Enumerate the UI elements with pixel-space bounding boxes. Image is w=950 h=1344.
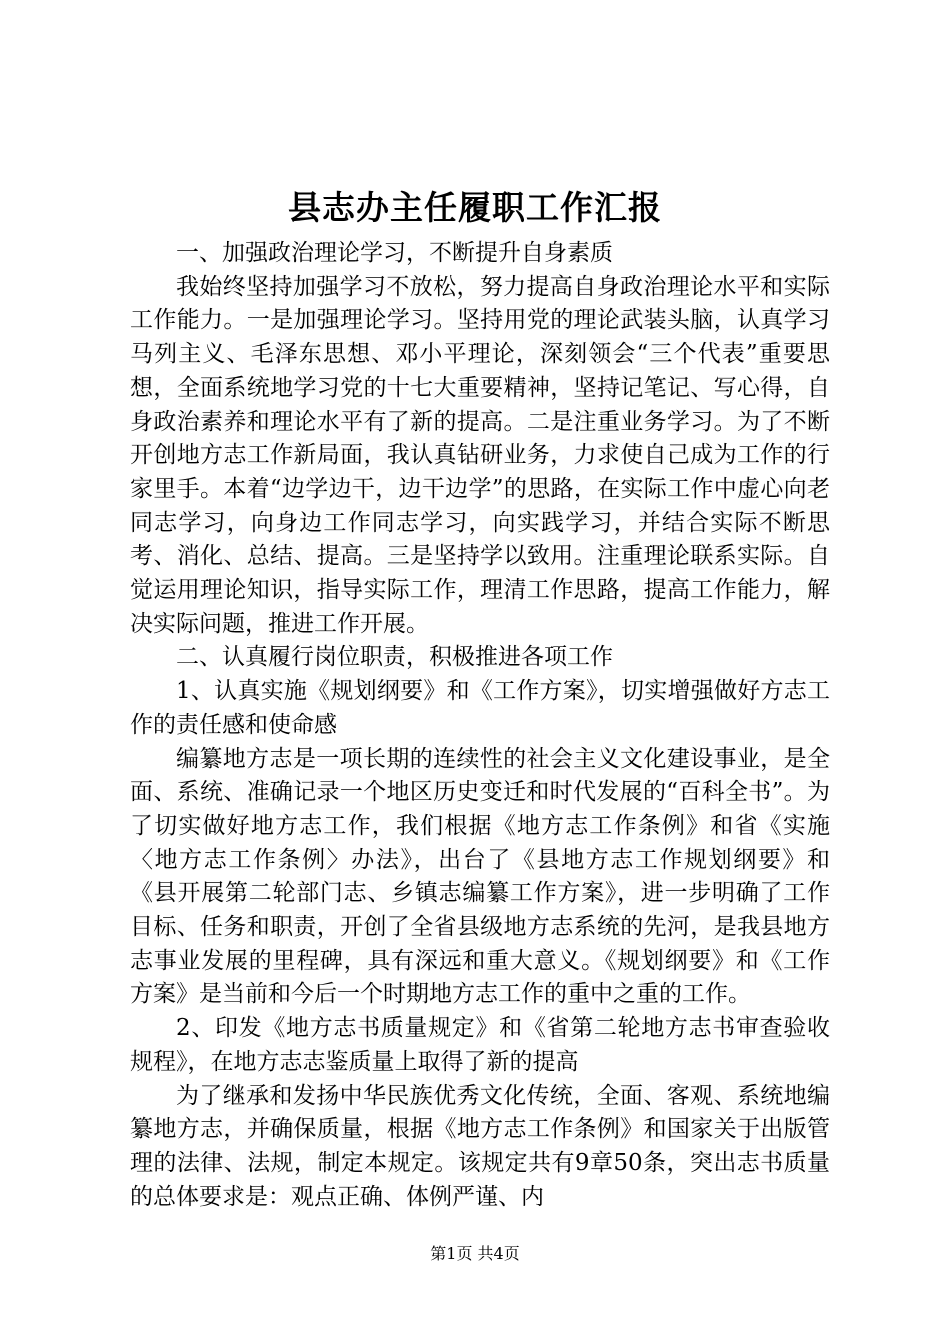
paragraph: 编纂地方志是一项长期的连续性的社会主义文化建设事业，是全面、系统、准确记录一个地区历史变迁和时代发展的“百科全书”。为了切实做好地方志工作，我们根据《地方志工作条例》和省《实施〈地方志工作条例〉办法》，出台了《县地方志工作规划纲要》和《县开展第二轮部门志、乡镇志编纂工作方案》，进一步明确了工作目标、任务和职责，开创了全省县级地方志系统的先河，是我县地方志事业发展的里程碑，具有深远和重大意义。《规划纲要》和《工作方案》是当前和今后一个时期地方志工作的重中之重的工作。 [130, 745, 830, 1008]
section-heading-2: 二、认真履行岗位职责，积极推进各项工作 [176, 644, 613, 671]
document-title: 县志办主任履职工作汇报 [288, 188, 662, 227]
paragraph: 为了继承和发扬中华民族优秀文化传统，全面、客观、系统地编纂地方志，并确保质量，根据《地方志工作条例》和国家关于出版管理的法律、法规，制定本规定。该规定共有9章50条，突出志书质量的总体要求是：观点正确、体例严谨、内 [130, 1082, 830, 1210]
section-heading-1: 一、加强政治理论学习，不断提升自身素质 [176, 240, 613, 266]
subsection-heading-1: 1、认真实施《规划纲要》和《工作方案》，切实增强做好方志工作的责任感和使命感 [130, 678, 830, 738]
document-body [130, 237, 830, 1214]
paragraph: 我始终坚持加强学习不放松，努力提高自身政治理论水平和实际工作能力。一是加强理论学习。坚持用党的理论武装头脑，认真学习马列主义、毛泽东思想、邓小平理论，深刻领会“三个代表”重要思想，全面系统地学习党的十七大重要精神，坚持记笔记、写心得，自身政治素养和理论水平有了新的提高。二是注重业务学习。为了不断开创地方志工作新局面，我认真钻研业务，力求使自己成为工作的行家里手。本着“边学边干，边干边学”的思路，在实际工作中虚心向老同志学习，向身边工作同志学习，向实践学习，并结合实际不断思考、消化、总结、提高。三是坚持学以致用。注重理论联系实际。自觉运用理论知识，指导实际工作，理清工作思路，提高工作能力，解决实际问题，推进工作开展。 [130, 273, 830, 637]
subsection-heading-2: 2、印发《地方志书质量规定》和《省第二轮地方志书审查验收规程》，在地方志志鉴质量上取得了新的提高 [130, 1015, 830, 1075]
page-number-footer: 第1页 共4页 [430, 1244, 520, 1263]
